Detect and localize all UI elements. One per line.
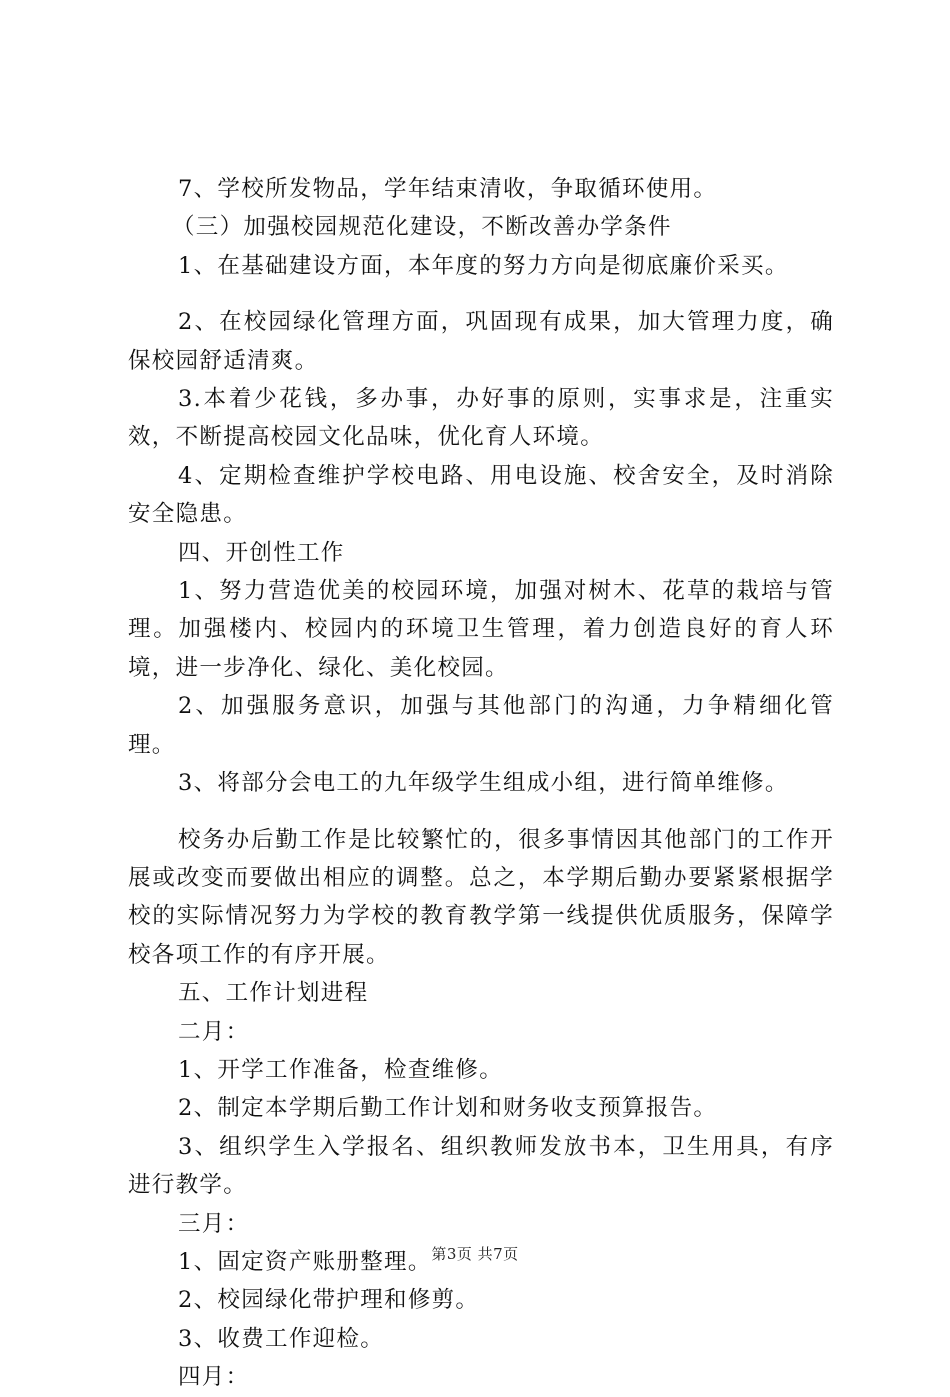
paragraph-environment: 1、努力营造优美的校园环境，加强对树木、花草的栽培与管理。加强楼内、校园内的环境卫生管理，着力创造良好的育人环境，进一步净化、绿化、美化校园。 bbox=[128, 578, 834, 681]
paragraph-principle: 3.本着少花钱，多办事，办好事的原则，实事求是，注重实效，不断提高校园文化品味，优化育人环境。 bbox=[128, 386, 834, 451]
page-number-footer: 第3页 共7页 bbox=[431, 1245, 519, 1263]
paragraph-safety: 4、定期检查维护学校电路、用电设施、校舍安全，及时消除安全隐患。 bbox=[128, 462, 834, 528]
month-heading-march: 三月： bbox=[178, 1210, 250, 1237]
section-heading-3: （三）加强校园规范化建设，不断改善办学条件 bbox=[172, 214, 672, 241]
paragraph-infrastructure: 1、在基础建设方面，本年度的努力方向是彻底廉价采买。 bbox=[178, 252, 789, 279]
list-item: 3、组织学生入学报名、组织教师发放书本，卫生用具，有序进行教学。 bbox=[128, 1133, 834, 1199]
section-heading-schedule: 五、工作计划进程 bbox=[178, 980, 369, 1007]
list-item: 1、开学工作准备，检查维修。 bbox=[178, 1056, 504, 1083]
list-item: 2、校园绿化带护理和修剪。 bbox=[178, 1287, 480, 1314]
list-item: 3、收费工作迎检。 bbox=[178, 1325, 385, 1352]
paragraph-item-7: 7、学校所发物品，学年结束清收，争取循环使用。 bbox=[178, 176, 718, 202]
month-heading-february: 二月： bbox=[178, 1018, 250, 1045]
list-item: 2、制定本学期后勤工作计划和财务收支预算报告。 bbox=[178, 1095, 718, 1122]
document-body bbox=[128, 170, 834, 1397]
paragraph-service: 2、加强服务意识，加强与其他部门的沟通，力争精细化管理。 bbox=[128, 693, 834, 758]
paragraph-summary: 校务办后勤工作是比较繁忙的，很多事情因其他部门的工作开展或改变而要做出相应的调整。总之，本学期后勤办要紧紧根据学校的实际情况努力为学校的教育教学第一线提供优质服务，保障学校各项工作的有序开展。 bbox=[128, 826, 834, 968]
list-item: 1、固定资产账册整理。 bbox=[178, 1248, 432, 1275]
section-heading-innovative: 四、开创性工作 bbox=[178, 539, 345, 566]
paragraph-repair-team: 3、将部分会电工的九年级学生组成小组，进行简单维修。 bbox=[178, 770, 789, 797]
paragraph-greening: 2、在校园绿化管理方面，巩固现有成果，加大管理力度，确保校园舒适清爽。 bbox=[128, 309, 834, 374]
month-heading-april: 四月： bbox=[178, 1364, 250, 1391]
